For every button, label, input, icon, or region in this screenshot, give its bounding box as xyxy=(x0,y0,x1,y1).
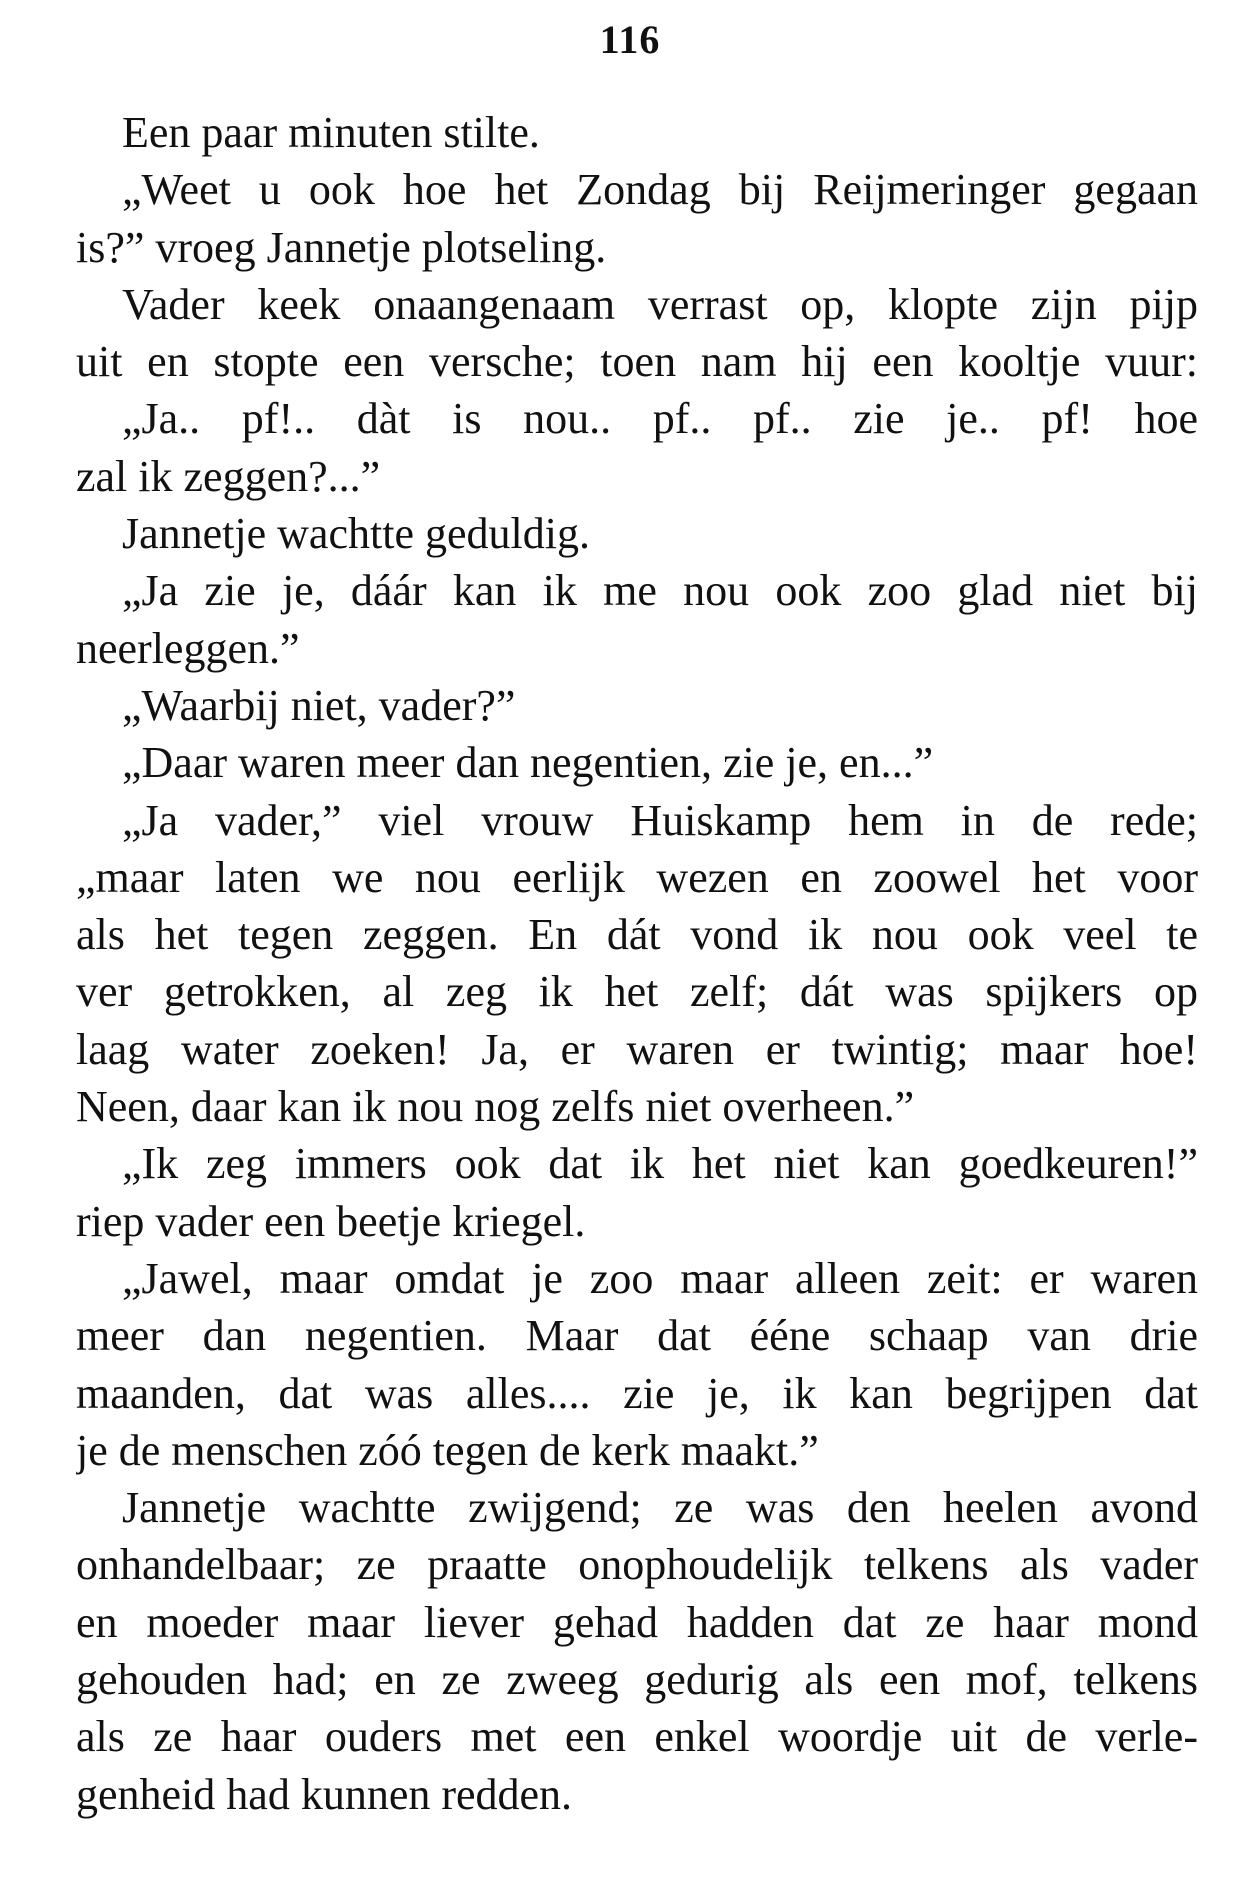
text-line: „maar laten we nou eerlijk wezen en zoowel het voor xyxy=(76,852,1198,902)
text-line: „Daar waren meer dan negentien, zie je, en...” xyxy=(122,738,934,788)
text-line: „Ja.. pf!.. dàt is nou.. pf.. pf.. zie je.. pf! hoe xyxy=(122,394,1198,444)
text-line: riep vader een beetje kriegel. xyxy=(76,1196,586,1246)
text-line: als het tegen zeggen. En dát vond ik nou ook veel te xyxy=(76,910,1198,960)
text-line: Neen, daar kan ik nou nog zelfs niet overheen.” xyxy=(76,1082,915,1132)
text-line: „Ik zeg immers ook dat ik het niet kan goedkeuren!” xyxy=(122,1139,1198,1189)
page-number: 116 xyxy=(599,17,661,62)
text-line: uit en stopte een versche; toen nam hij een kooltje vuur: xyxy=(76,337,1198,387)
body-text xyxy=(76,104,1198,1823)
text-line: zal ik zeggen?...” xyxy=(76,451,381,501)
text-line: maanden, dat was alles.... zie je, ik kan begrijpen dat xyxy=(76,1368,1198,1418)
text-line: genheid had kunnen redden. xyxy=(76,1769,573,1819)
text-line: Jannetje wachtte zwijgend; ze was den heelen avond xyxy=(122,1483,1198,1533)
text-line: gehouden had; en ze zweeg gedurig als een mof, telkens xyxy=(76,1655,1198,1705)
text-line: Een paar minuten stilte. xyxy=(122,108,540,157)
text-line: ver getrokken, al zeg ik het zelf; dát was spijkers op xyxy=(76,967,1198,1017)
text-line: en moeder maar liever gehad hadden dat ze haar mond xyxy=(76,1597,1198,1647)
text-line: als ze haar ouders met een enkel woordje uit de verle- xyxy=(76,1712,1198,1762)
text-line: meer dan negentien. Maar dat ééne schaap van drie xyxy=(76,1311,1198,1361)
text-line: neerleggen.” xyxy=(76,623,300,673)
text-line: Jannetje wachtte geduldig. xyxy=(122,509,590,559)
text-line: „Waarbij niet, vader?” xyxy=(122,680,516,730)
text-line: onhandelbaar; ze praatte onophoudelijk telkens als vader xyxy=(76,1540,1198,1590)
text-line: „Weet u ook hoe het Zondag bij Reijmeringer gegaan xyxy=(122,165,1198,215)
text-line: is?” vroeg Jannetje plotseling. xyxy=(76,222,607,272)
text-line: „Ja zie je, dáár kan ik me nou ook zoo glad niet bij xyxy=(122,566,1198,616)
text-line: laag water zoeken! Ja, er waren er twintig; maar hoe! xyxy=(76,1024,1198,1074)
text-line: Vader keek onaangenaam verrast op, klopte zijn pijp xyxy=(122,279,1198,329)
text-line: „Jawel, maar omdat je zoo maar alleen zeit: er waren xyxy=(122,1253,1198,1303)
text-line: je de menschen zóó tegen de kerk maakt.” xyxy=(76,1425,819,1475)
text-line: „Ja vader,” viel vrouw Huiskamp hem in de rede; xyxy=(122,795,1198,845)
